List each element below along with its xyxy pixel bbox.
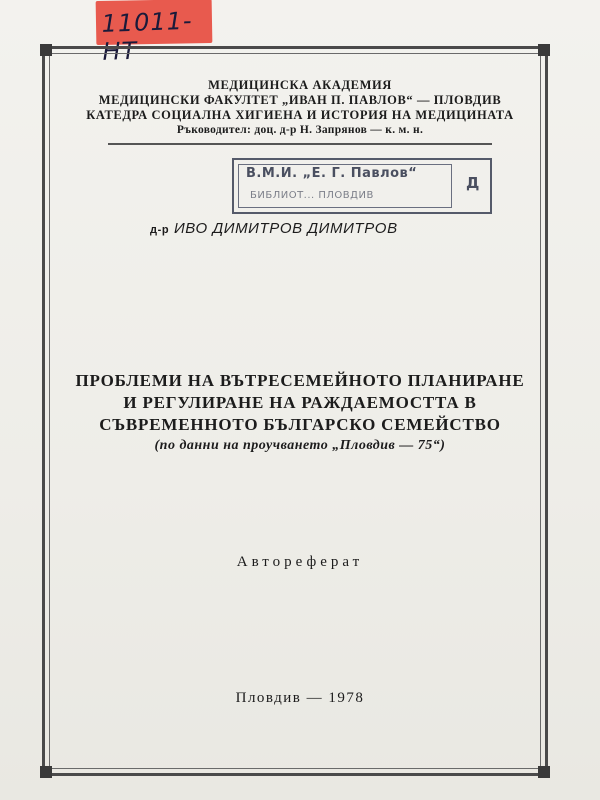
- header-department: КАТЕДРА СОЦИАЛНА ХИГИЕНА И ИСТОРИЯ НА МЕДИЦИНАТА: [86, 108, 514, 122]
- stamp-line-2: БИБЛИОТ... ПЛОВДИВ: [250, 190, 374, 201]
- header-faculty: МЕДИЦИНСКИ ФАКУЛТЕТ „ИВАН П. ПАВЛОВ“ — ПЛОВДИВ: [98, 93, 502, 107]
- header-supervisor: Ръководител: доц. д-р Н. Запрянов — к. м. н.: [176, 124, 424, 136]
- title-subtitle: (по данни на проучването „Пловдив — 75“): [154, 438, 446, 453]
- author-line: [150, 220, 470, 237]
- stamp-letter: Д: [466, 174, 480, 192]
- frame-corner-top-right: [538, 44, 550, 56]
- frame-corner-bottom-right: [538, 766, 550, 778]
- author-name: ИВО ДИМИТРОВ ДИМИТРОВ: [173, 220, 398, 237]
- title-line-2: И РЕГУЛИРАНЕ НА РАЖДАЕМОСТТА В: [123, 393, 477, 412]
- frame-corner-bottom-left: [40, 766, 52, 778]
- header-academy: МЕДИЦИНСКА АКАДЕМИЯ: [208, 78, 392, 92]
- sticker-code: 11011-НТ: [101, 6, 193, 66]
- author-prefix: д-р: [150, 224, 170, 236]
- frame-corner-top-left: [40, 44, 52, 56]
- title-line-1: ПРОБЛЕМИ НА ВЪТРЕСЕМЕЙНОТО ПЛАНИРАНЕ: [75, 371, 525, 390]
- library-stamp: [232, 158, 492, 214]
- dissertation-title: [60, 370, 540, 456]
- place-year: Пловдив — 1978: [235, 690, 365, 706]
- institution-header: [60, 78, 540, 138]
- title-line-3: СЪВРЕМЕННОТО БЪЛГАРСКО СЕМЕЙСТВО: [99, 415, 501, 434]
- stamp-line-1: В.М.И. „Е. Г. Павлов“: [246, 166, 418, 181]
- header-rule: [108, 143, 492, 145]
- document-kind: Автореферат: [236, 554, 364, 570]
